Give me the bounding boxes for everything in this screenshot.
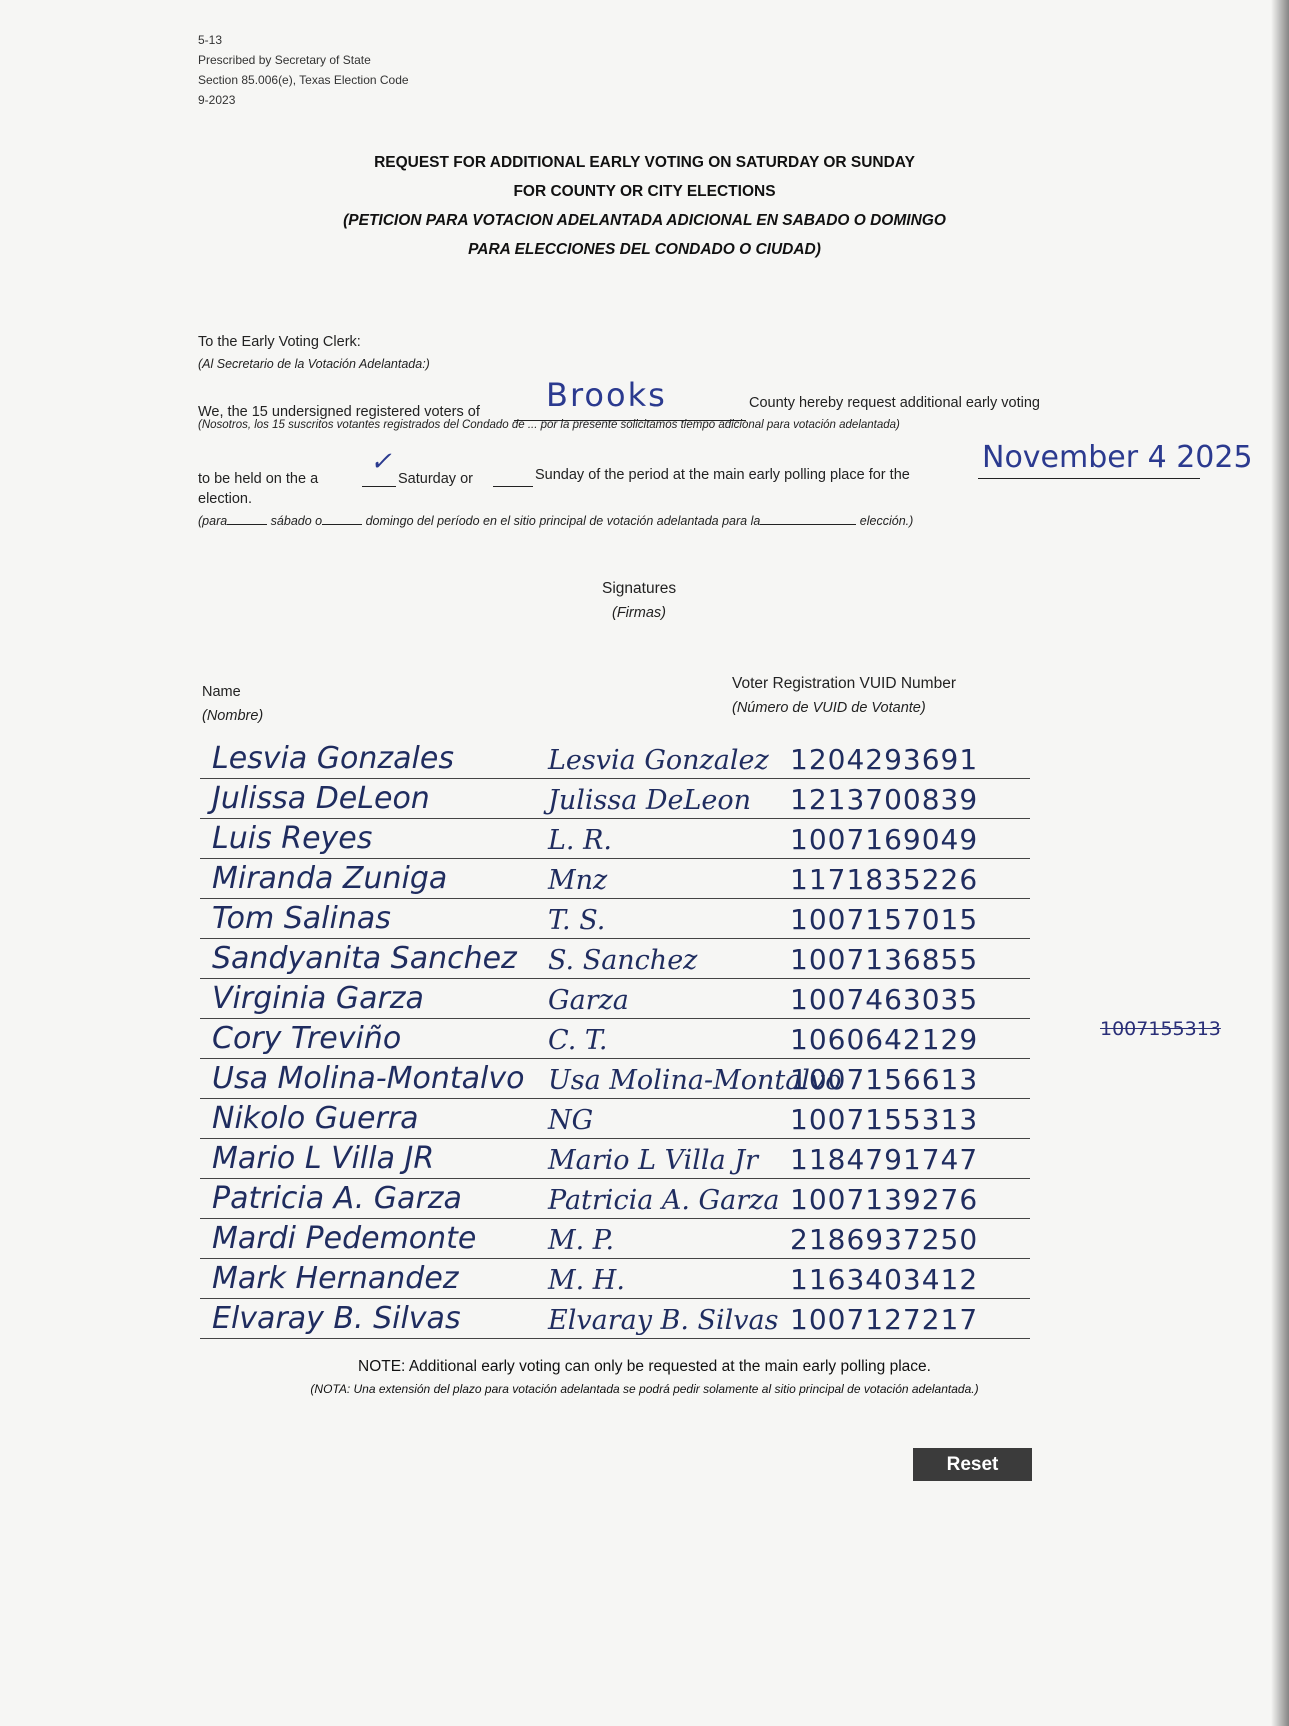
signer-vuid[interactable]: 1060642129 <box>790 1023 979 1056</box>
note-es: (NOTA: Una extensión del plazo para votación adelantada se podrá pedir solamente al sitio principal de votación adelantada.) <box>310 1382 979 1396</box>
signature-rule <box>200 1018 1030 1019</box>
signer-vuid[interactable]: 1007169049 <box>790 823 979 856</box>
signer-signature[interactable]: Elvaray B. Silvas <box>548 1305 779 1336</box>
signer-vuid[interactable]: 2186937250 <box>790 1223 979 1256</box>
signer-vuid[interactable]: 1213700839 <box>790 783 979 816</box>
signer-row <box>200 780 1040 818</box>
request-line1-prefix: We, the 15 undersigned registered voters of <box>198 404 480 420</box>
form-prescriber: Prescribed by Secretary of State <box>198 53 371 67</box>
request-line3-es <box>198 514 913 528</box>
name-column-header: Name <box>202 684 241 700</box>
signer-signature[interactable]: NG <box>548 1105 594 1136</box>
name-column-header-es: (Nombre) <box>202 708 264 724</box>
signature-rule <box>200 1058 1030 1059</box>
signer-printed-name[interactable]: Tom Salinas <box>212 901 391 936</box>
signer-signature[interactable]: Patricia A. Garza <box>548 1185 780 1216</box>
es-eleccion-blank <box>760 524 856 525</box>
signer-printed-name[interactable]: Cory Treviño <box>212 1021 402 1056</box>
signature-rule <box>200 818 1030 819</box>
signer-vuid[interactable]: 1184791747 <box>790 1143 979 1176</box>
signatures-heading: Signatures <box>602 580 677 597</box>
signer-row <box>200 1220 1040 1258</box>
es-domingo-blank <box>322 524 362 525</box>
addressee-en: To the Early Voting Clerk: <box>198 334 361 350</box>
signer-row <box>200 1300 1040 1338</box>
signer-vuid[interactable]: 1007156613 <box>790 1063 979 1096</box>
signer-signature[interactable]: Usa Molina-Montalvo <box>548 1065 842 1096</box>
signer-signature[interactable]: S. Sanchez <box>548 945 698 976</box>
county-field-value[interactable]: Brooks <box>546 376 667 414</box>
signer-row <box>200 1180 1040 1218</box>
page-edge-shadow <box>1271 0 1289 1726</box>
form-number: 5-13 <box>198 33 223 47</box>
signer-row <box>200 940 1040 978</box>
note-en: NOTE: Additional early voting can only be requested at the main early polling place. <box>358 1358 931 1375</box>
title-es-line1: (PETICION PARA VOTACION ADELANTADA ADICIONAL EN SABADO O DOMINGO <box>343 212 946 229</box>
signature-rule <box>200 1098 1030 1099</box>
signer-printed-name[interactable]: Elvaray B. Silvas <box>212 1301 461 1336</box>
signer-signature[interactable]: Mario L Villa Jr <box>548 1145 758 1176</box>
signature-rule <box>200 778 1030 779</box>
signer-printed-name[interactable]: Miranda Zuniga <box>212 861 448 896</box>
signer-signature[interactable]: Mnz <box>548 865 608 896</box>
es-sabado-blank <box>227 524 267 525</box>
signer-vuid[interactable]: 1163403412 <box>790 1263 979 1296</box>
signatures-heading-es: (Firmas) <box>612 605 666 621</box>
election-field-value[interactable]: November 4 2025 <box>982 440 1253 475</box>
signature-rule <box>200 858 1030 859</box>
sunday-blank[interactable] <box>493 486 533 487</box>
signer-vuid[interactable]: 1171835226 <box>790 863 979 896</box>
addressee-es: (Al Secretario de la Votación Adelantada:) <box>198 357 430 371</box>
signer-row <box>200 740 1040 778</box>
signature-rule <box>200 1338 1030 1339</box>
signer-signature[interactable]: M. P. <box>548 1225 615 1256</box>
signer-signature[interactable]: Julissa DeLeon <box>548 785 752 816</box>
signer-row <box>200 1100 1040 1138</box>
signer-row <box>200 1060 1040 1098</box>
title-es-line2: PARA ELECCIONES DEL CONDADO O CIUDAD) <box>468 241 821 258</box>
signer-vuid[interactable]: 1007155313 <box>790 1103 979 1136</box>
request-line2-sunday: Sunday of the period at the main early polling place for the <box>535 467 910 483</box>
signer-signature[interactable]: Lesvia Gonzalez <box>548 745 769 776</box>
form-legal-section: Section 85.006(e), Texas Election Code <box>198 73 409 87</box>
signer-row <box>200 1260 1040 1298</box>
title-en-line2: FOR COUNTY OR CITY ELECTIONS <box>513 183 776 200</box>
signer-vuid[interactable]: 1007127217 <box>790 1303 979 1336</box>
reset-button[interactable]: Reset <box>913 1448 1032 1481</box>
request-line2-saturday: Saturday or <box>398 471 473 487</box>
signature-rule <box>200 1178 1030 1179</box>
signer-signature[interactable]: M. H. <box>548 1265 625 1296</box>
title-en-line1: REQUEST FOR ADDITIONAL EARLY VOTING ON SATURDAY OR SUNDAY <box>374 154 915 171</box>
es-domingo: domingo del período en el sitio principal de votación adelantada para la <box>365 514 761 528</box>
election-field-line <box>978 478 1200 479</box>
signer-printed-name[interactable]: Sandyanita Sanchez <box>212 941 517 976</box>
saturday-check-mark[interactable]: ✓ <box>370 447 392 477</box>
signer-row <box>200 980 1040 1018</box>
signer-printed-name[interactable]: Julissa DeLeon <box>212 781 430 816</box>
signature-rule <box>200 938 1030 939</box>
form-title <box>0 148 1289 264</box>
signer-printed-name[interactable]: Nikolo Guerra <box>212 1101 419 1136</box>
signature-rule <box>200 898 1030 899</box>
signer-row <box>200 1020 1040 1058</box>
signer-printed-name[interactable]: Mardi Pedemonte <box>212 1221 477 1256</box>
es-eleccion: elección.) <box>859 514 914 528</box>
saturday-blank <box>362 486 396 487</box>
signer-printed-name[interactable]: Patricia A. Garza <box>212 1181 462 1216</box>
signer-printed-name[interactable]: Lesvia Gonzales <box>212 741 454 776</box>
signer-row <box>200 900 1040 938</box>
signature-rule <box>200 1258 1030 1259</box>
signature-rule <box>200 978 1030 979</box>
struck-vuid: 1007155313 <box>1100 1018 1221 1040</box>
signer-signature[interactable]: L. R. <box>548 825 613 856</box>
signer-vuid[interactable]: 1007463035 <box>790 983 979 1016</box>
request-line1-suffix: County hereby request additional early voting <box>749 395 1040 411</box>
signer-printed-name[interactable]: Mario L Villa JR <box>212 1141 435 1176</box>
form-revision: 9-2023 <box>198 93 236 107</box>
signer-row <box>200 860 1040 898</box>
es-para: (para <box>198 514 228 528</box>
vuid-column-header-es: (Número de VUID de Votante) <box>732 700 926 716</box>
signature-rule <box>200 1218 1030 1219</box>
signer-printed-name[interactable]: Luis Reyes <box>212 821 373 856</box>
request-line2-prefix: to be held on the a <box>198 471 319 487</box>
signer-vuid[interactable]: 1007139276 <box>790 1183 979 1216</box>
signer-printed-name[interactable]: Mark Hernandez <box>212 1261 459 1296</box>
signer-signature[interactable]: T. S. <box>548 905 606 936</box>
form-metadata <box>198 30 409 110</box>
signer-row <box>200 820 1040 858</box>
signer-vuid[interactable]: 1007157015 <box>790 903 979 936</box>
signer-signature[interactable]: C. T. <box>548 1025 608 1056</box>
signer-vuid[interactable]: 1007136855 <box>790 943 979 976</box>
vuid-column-header: Voter Registration VUID Number <box>732 675 956 692</box>
request-line1-es: (Nosotros, los 15 suscritos votantes registrados del Condado de ... por la presente solicitamos tiempo adicional para votación adelantada) <box>198 419 900 431</box>
signer-printed-name[interactable]: Virginia Garza <box>212 981 424 1016</box>
signature-rule <box>200 1138 1030 1139</box>
signer-vuid[interactable]: 1204293691 <box>790 743 979 776</box>
es-sabado: sábado o <box>270 514 323 528</box>
signer-printed-name[interactable]: Usa Molina-Montalvo <box>212 1061 525 1096</box>
signer-row <box>200 1140 1040 1178</box>
request-line2-end: election. <box>198 491 253 507</box>
signature-rule <box>200 1298 1030 1299</box>
signer-signature[interactable]: Garza <box>548 985 629 1016</box>
